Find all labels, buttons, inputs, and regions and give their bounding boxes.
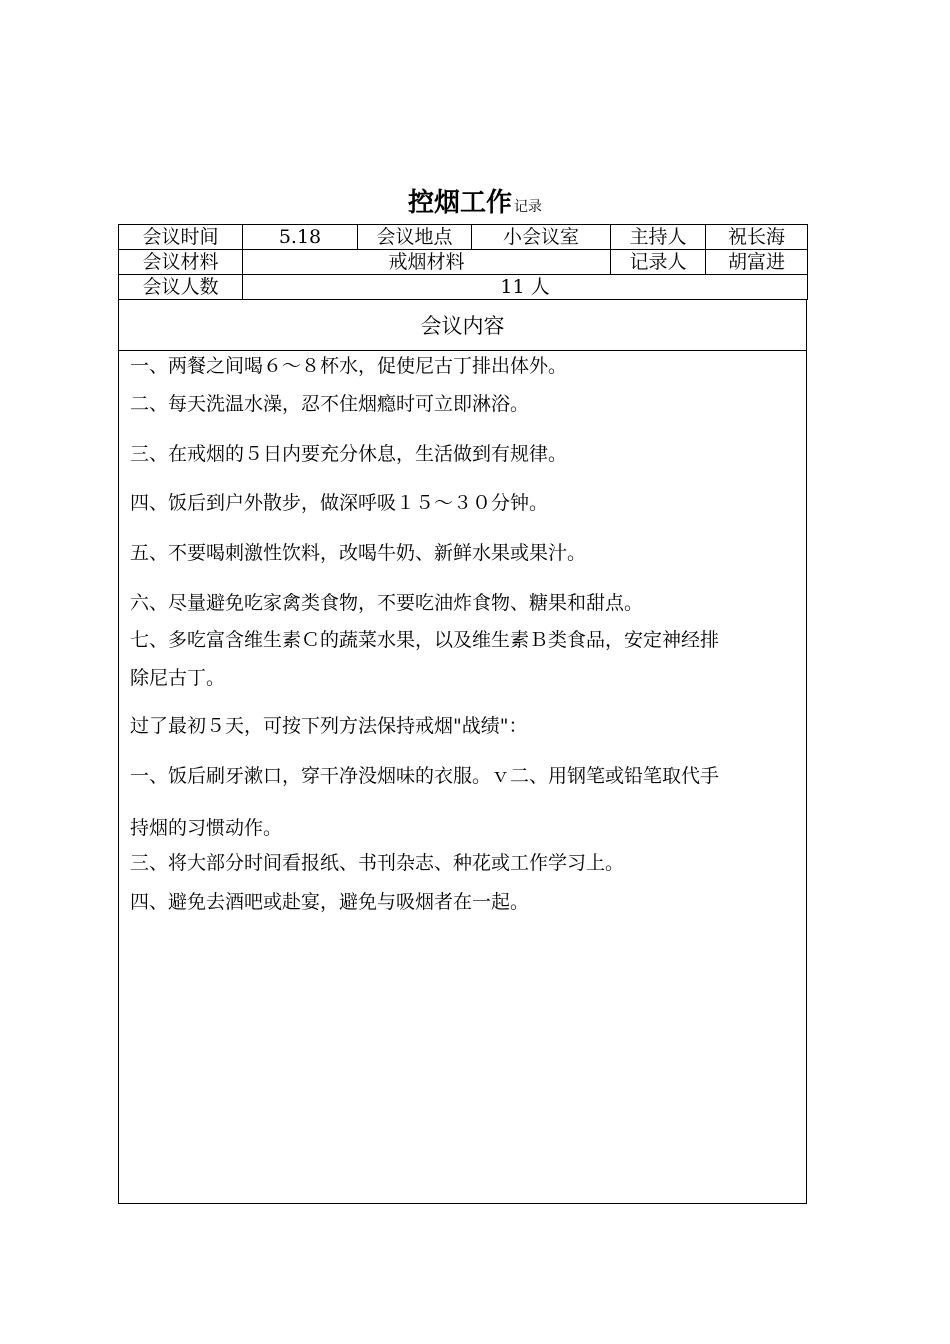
meeting-place-value: 小会议室	[472, 225, 611, 250]
meeting-time-label: 会议时间	[119, 225, 243, 250]
content-line: 三、将大部分时间看报纸、书刊杂志、种花或工作学习上。	[130, 852, 625, 874]
content-line: 一、两餐之间喝６～８杯水，促使尼古丁排出体外。	[130, 355, 568, 377]
host-label: 主持人	[611, 225, 706, 250]
content-line: 四、饭后到户外散步，做深呼吸１５～３０分钟。	[130, 492, 549, 514]
meeting-material-value: 戒烟材料	[243, 250, 611, 275]
meeting-content-section	[118, 300, 807, 1204]
content-line: 六、尽量避免吃家禽类食物，不要吃油炸食物、糖果和甜点。	[130, 592, 644, 614]
recorder-label: 记录人	[611, 250, 706, 275]
meeting-time-value: 5.18	[243, 225, 358, 250]
content-line: 一、饭后刷牙漱口，穿干净没烟味的衣服。ｖ二、用钢笔或铅笔取代手	[130, 765, 720, 787]
content-line: 五、不要喝刺激性饮料，改喝牛奶、新鲜水果或果汁。	[130, 542, 587, 564]
content-line: 三、在戒烟的５日内要充分休息，生活做到有规律。	[130, 443, 568, 465]
meeting-content-header: 会议内容	[119, 300, 806, 351]
recorder-value: 胡富进	[706, 250, 808, 275]
attendee-count-label: 会议人数	[119, 275, 243, 300]
meeting-info-table	[118, 224, 808, 300]
content-line: 七、多吃富含维生素Ｃ的蔬菜水果，以及维生素Ｂ类食品，安定神经排	[130, 629, 720, 651]
host-value: 祝长海	[706, 225, 808, 250]
content-line: 四、避免去酒吧或赴宴，避免与吸烟者在一起。	[130, 891, 530, 913]
meeting-material-label: 会议材料	[119, 250, 243, 275]
table-row	[119, 225, 808, 250]
title-suffix: 记录	[514, 199, 542, 215]
content-line: 除尼古丁。	[130, 667, 226, 689]
content-line: 持烟的习惯动作。	[130, 817, 283, 839]
content-line: 过了最初５天，可按下列方法保持戒烟"战绩"：	[130, 715, 528, 737]
table-row	[119, 250, 808, 275]
content-line: 二、每天洗温水澡，忍不住烟瘾时可立即淋浴。	[130, 393, 530, 415]
table-row	[119, 275, 808, 300]
meeting-place-label: 会议地点	[358, 225, 472, 250]
document-title	[0, 182, 950, 219]
title-main: 控烟工作	[407, 188, 512, 218]
meeting-content-body	[119, 351, 806, 1201]
attendee-count-value: 11 人	[243, 275, 808, 300]
